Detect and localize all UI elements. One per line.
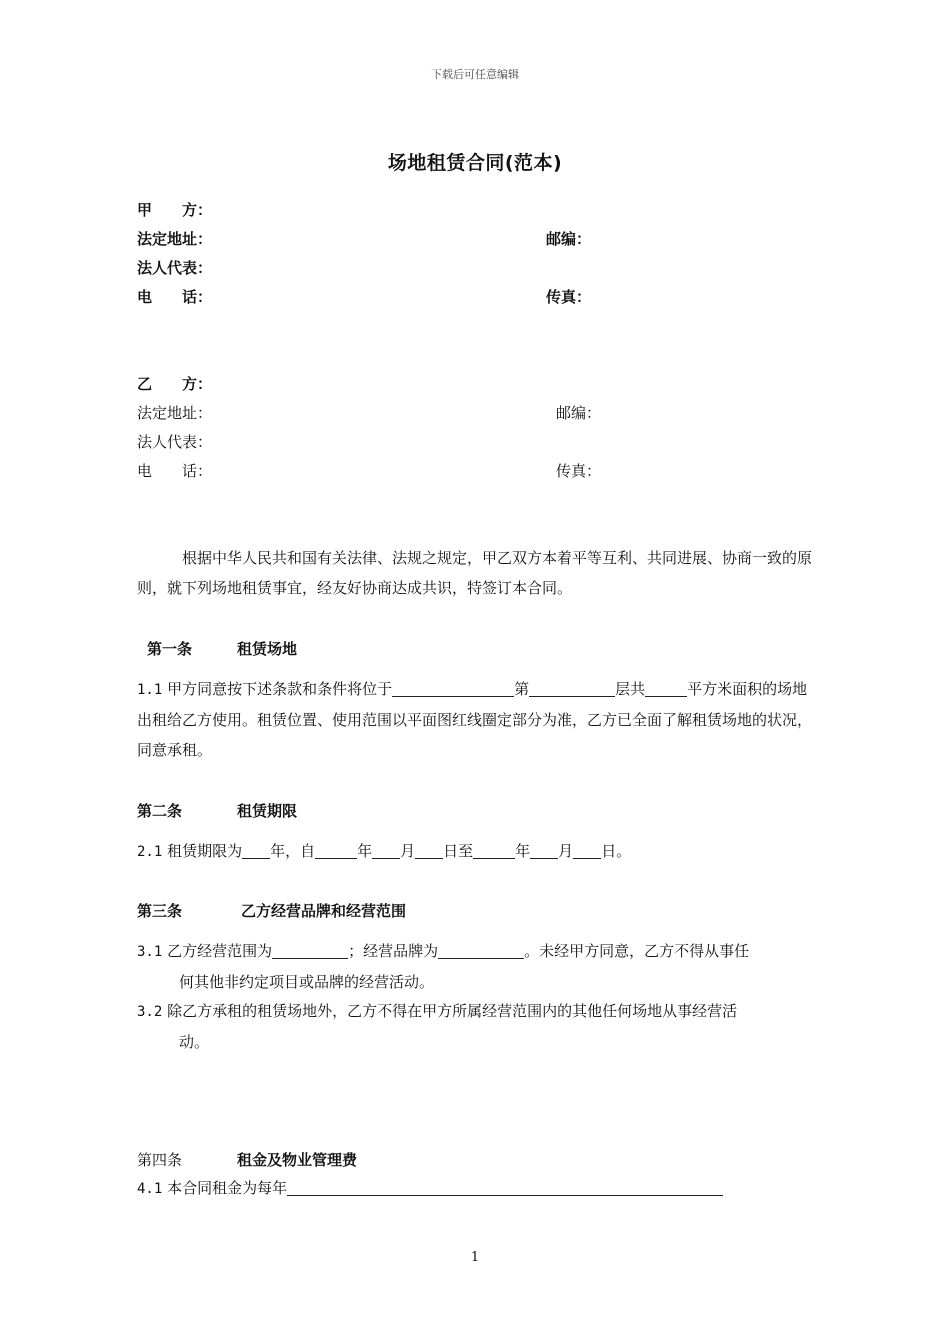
- clause-3-1-text-b: ；经营品牌为: [348, 942, 439, 960]
- brand-blank[interactable]: [438, 942, 524, 959]
- clause-2-1-text-d: 月: [400, 842, 416, 860]
- annual-rent-blank[interactable]: [287, 1179, 723, 1196]
- page-number: 1: [470, 1250, 480, 1265]
- clause-2-1-text-b: 年，自: [270, 842, 316, 860]
- clause-3-1-text-a: 乙方经营范围为: [167, 942, 273, 960]
- start-year-blank[interactable]: [315, 842, 357, 859]
- clause-3-1-number: 3.1: [137, 944, 163, 960]
- clause-4-1-number: 4.1: [137, 1181, 163, 1197]
- article-4-heading: [137, 1149, 357, 1170]
- end-year-blank[interactable]: [473, 842, 515, 859]
- party-b-postcode-label: 邮编：: [556, 404, 602, 422]
- article-4-number: 第四条: [137, 1151, 183, 1169]
- clause-3-2-number: 3.2: [137, 1004, 163, 1020]
- clause-1-1-text-d: 平方米面积的场地出租给乙方使用。租赁位置、使用范围以平面图红线圈定部分为准，乙方已全面了解租赁场地的状况，同意承租。: [137, 680, 813, 759]
- clause-1-1-text-c: 层共: [615, 680, 646, 698]
- party-b-name-label: 乙 方：: [137, 375, 213, 393]
- article-3-heading: [137, 900, 406, 921]
- article-1-number: 第一条: [147, 640, 193, 658]
- clause-1-1-text-b: 第: [514, 680, 530, 698]
- preamble-paragraph: [137, 543, 815, 603]
- party-a-address-label: 法定地址：: [137, 230, 213, 248]
- end-day-blank[interactable]: [573, 842, 601, 859]
- location-blank[interactable]: [392, 680, 514, 697]
- party-a-fax-label: 传真：: [546, 288, 592, 306]
- area-blank[interactable]: [645, 680, 687, 697]
- article-3-title: 乙方经营品牌和经营范围: [241, 902, 407, 920]
- clause-4-1: [137, 1173, 815, 1204]
- clause-2-1-text-a: 租赁期限为: [167, 842, 243, 860]
- clause-3-2-line-1: [137, 996, 815, 1027]
- party-b-rep-label: 法人代表：: [137, 433, 213, 451]
- clause-3-1: [137, 936, 815, 997]
- end-month-blank[interactable]: [530, 842, 558, 859]
- article-2-number: 第二条: [137, 802, 183, 820]
- clause-3-2: [137, 996, 815, 1057]
- clause-1-1-number: 1.1: [137, 682, 163, 698]
- party-b-address-label: 法定地址：: [137, 404, 213, 422]
- clause-3-1-line-1: [137, 936, 815, 967]
- article-4-title: 租金及物业管理费: [237, 1151, 358, 1169]
- clause-1-1-text-a: 甲方同意按下述条款和条件将位于: [167, 680, 393, 698]
- start-month-blank[interactable]: [372, 842, 400, 859]
- article-3-number: 第三条: [137, 902, 183, 920]
- article-2-heading: [137, 800, 297, 821]
- party-a-name-label: 甲 方：: [137, 201, 213, 219]
- clause-2-1-text-e: 日至: [443, 842, 474, 860]
- document-title: 场地租赁合同(范本): [387, 152, 563, 174]
- clause-3-1-line-2: 何其他非约定项目或品牌的经营活动。: [179, 973, 435, 991]
- clause-2-1-text-h: 日。: [601, 842, 632, 860]
- clause-2-1-text-c: 年: [357, 842, 373, 860]
- clause-2-1-text-g: 月: [558, 842, 574, 860]
- clause-2-1-text-f: 年: [515, 842, 531, 860]
- clause-2-1: [137, 836, 815, 867]
- floor-blank[interactable]: [529, 680, 615, 697]
- clause-3-2-text-a: 除乙方承租的租赁场地外，乙方不得在甲方所属经营范围内的其他任何场地从事经营活: [167, 1002, 738, 1020]
- clause-3-1-text-c: 。未经甲方同意，乙方不得从事任: [524, 942, 750, 960]
- article-1-heading: [147, 638, 297, 659]
- party-a-postcode-label: 邮编：: [546, 230, 592, 248]
- party-a-phone-label: 电 话：: [137, 288, 213, 306]
- party-b-fax-label: 传真：: [556, 462, 602, 480]
- clause-4-1-text-a: 本合同租金为每年: [167, 1179, 288, 1197]
- header-note: 下载后可任意编辑: [431, 68, 519, 81]
- clause-3-2-line-2: 动。: [179, 1033, 210, 1051]
- term-years-blank[interactable]: [242, 842, 270, 859]
- party-a-rep-label: 法人代表：: [137, 259, 213, 277]
- clause-2-1-number: 2.1: [137, 844, 163, 860]
- party-b-phone-label: 电 话：: [137, 462, 213, 480]
- article-1-title: 租赁场地: [237, 640, 298, 658]
- start-day-blank[interactable]: [415, 842, 443, 859]
- article-2-title: 租赁期限: [237, 802, 298, 820]
- preamble-text: 根据中华人民共和国有关法律、法规之规定，甲乙双方本着平等互利、共同进展、协商一致的原则，就下列场地租赁事宜，经友好协商达成共识，特签订本合同。: [137, 549, 813, 597]
- clause-1-1: [137, 674, 815, 765]
- business-scope-blank[interactable]: [272, 942, 348, 959]
